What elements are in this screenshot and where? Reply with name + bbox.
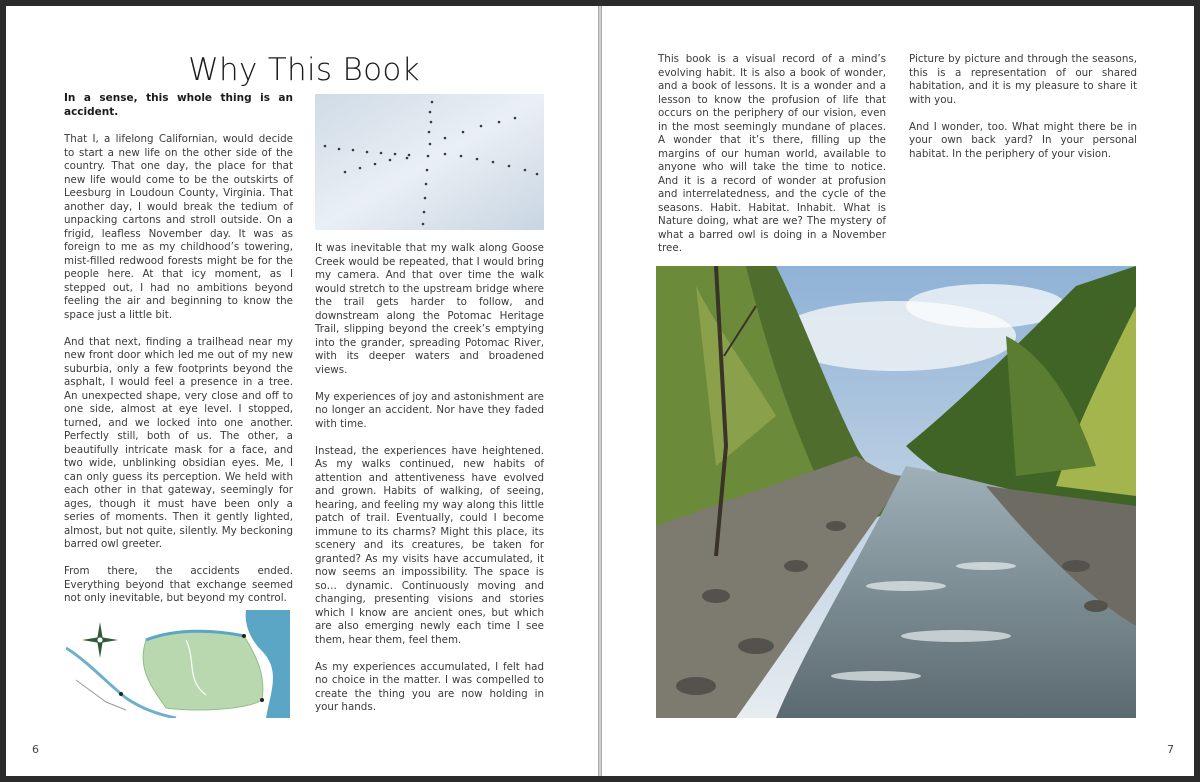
left-column-2 bbox=[315, 242, 544, 728]
paragraph: That I, a lifelong Californian, would decide to start a new life on the other side of the country. That one day, the place for that new life would come to be the outskirts of Leesburg in Loudoun County, Virginia. That another day, I would break the tedium of unpacking cartons and stroll outside. On a frigid, leafless November day. It was as foreign to me as my childhood’s towering, mist-filled redwood forests might be for the people here. At that icy moment, as I stepped out, I had no ambitions beyond feeling the air and beginning to know the space just a little bit. bbox=[64, 133, 293, 321]
creek-photo bbox=[656, 266, 1136, 718]
paragraph: Instead, the experiences have heightened. As my walks continued, new habits of attention and attentiveness have evolved and grown. Habits of walking, of seeing, hearing, and feeling my way along this little patch of trail. Eventually, could I become immune to its charms? Might this place, its scenery and its creatures, be taken for granted? As my visits have accumulated, it now seems an impossibility. The space is so… dynamic. Continuously moving and changing, presenting visions and stories which I know are ancient ones, but which are also emerging newly each time I see them, hear them, feel them. bbox=[315, 444, 544, 646]
page-number: 7 bbox=[1167, 743, 1174, 756]
paragraph: Picture by picture and through the seasons, this is a representation of our shared habitation, and it is my pleasure to share it with you. bbox=[909, 53, 1137, 106]
paragraph: My experiences of joy and astonishment are no longer an accident. Nor have they faded with time. bbox=[315, 390, 544, 430]
trail-map bbox=[66, 610, 290, 718]
paragraph: And that next, finding a trailhead near my new front door which led me out of my new suburbia, only a few footprints beyond the asphalt, I would feel a presence in a tree. An unexpected shape, very close and off to one side, almost at eye level. I stopped, turned, and we locked into one another. Perfectly still, both of us. The other, a beautifully intricate mask for a face, and two wide, unblinking obsidian eyes. Me, I can only guess its perception. We held with each other in that gateway, seemingly for ages, though it must have been only a series of moments. Then it gently lighted, almost, but not quite, silently. My beckoning barred owl greeter. bbox=[64, 335, 293, 550]
right-column-2 bbox=[909, 53, 1137, 175]
paragraph: It was inevitable that my walk along Goose Creek would be repeated, that I would bring my camera. And that over time the walk would stretch to the upstream bridge where the trail gets harder to follow, and downstream along the Potomac Heritage Trail, slipping beyond the creek’s emptying into the grander, spreading Potomac River, with its deeper waters and broadened views. bbox=[315, 242, 544, 376]
right-page bbox=[602, 6, 1194, 776]
left-column-1 bbox=[64, 92, 293, 619]
snow-footprints-photo bbox=[315, 94, 544, 230]
paragraph: As my experiences accumulated, I felt had no choice in the matter. I was compelled to create the thing you are now holding in your hands. bbox=[315, 660, 544, 713]
paragraph: And I wonder, too. What might there be in your own back yard? In your personal habitat. In the periphery of your vision. bbox=[909, 120, 1137, 160]
right-column-1 bbox=[658, 53, 886, 269]
paragraph: From there, the accidents ended. Everything beyond that exchange seemed not only inevitable, but beyond my control. bbox=[64, 565, 293, 604]
paragraph: This book is a visual record of a mind’s evolving habit. It is also a book of wonder, and a book of lessons. It is a wonder and a lesson to know the profusion of life that occurs on the periphery of our vision, even in the most seemingly mundane of places. A wonder that it’s there, filling up the margins of our human world, available to anyone who will take the time to notice. And it is a record of wonder at profusion and interrelatedness, and the cycle of the seasons. Habit. Habitat. Inhabit. What is Nature doing, what are we? The mystery of what a barred owl is doing in a November tree. bbox=[658, 53, 886, 254]
page-number: 6 bbox=[32, 743, 39, 756]
page-title: Why This Book bbox=[188, 52, 420, 88]
lead-sentence: In a sense, this whole thing is an accident. bbox=[64, 92, 293, 118]
left-page bbox=[6, 6, 598, 776]
